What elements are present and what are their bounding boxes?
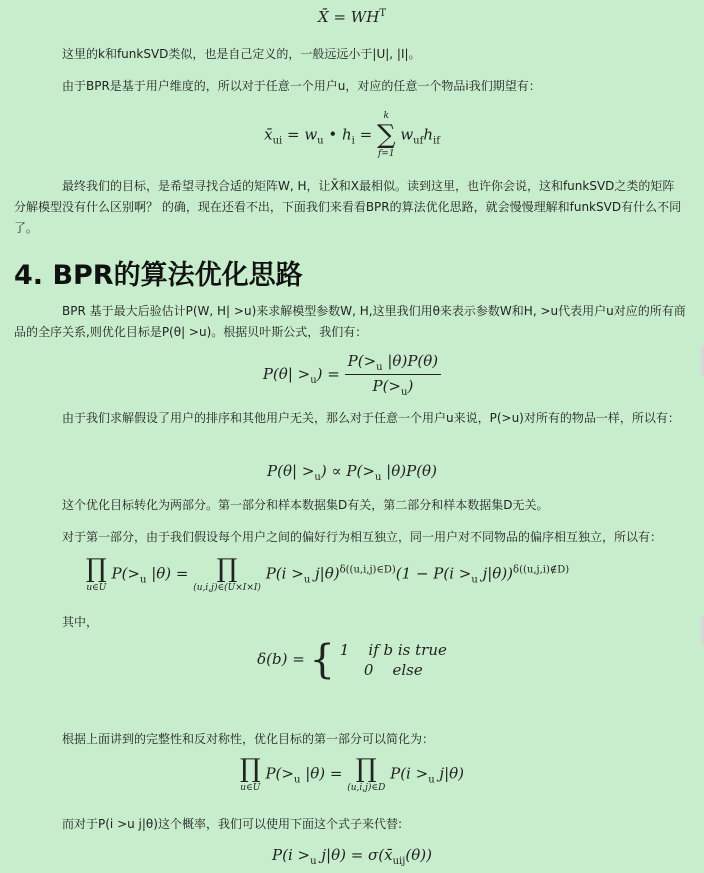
eq-term: • h	[323, 125, 352, 144]
product-operator	[240, 756, 261, 793]
eq-term: j|θ)	[434, 764, 465, 783]
equation-text: X̄ = WH	[318, 8, 380, 26]
paragraph-9: 根据上面讲到的完整性和反对称性，优化目标的第一部分可以简化为：	[62, 732, 435, 746]
eq-term: P(>	[372, 377, 401, 395]
paragraph-5: 由于我们求解假设了用户的排序和其他用户无关，那么对于任意一个用户u来说，P(>u)对所有的物品一样，所以有：	[62, 411, 680, 425]
eq-term: =	[354, 125, 377, 144]
equation-sigma	[0, 846, 704, 867]
eq-term: P(i >	[265, 564, 304, 583]
eq-term: P(θ| >	[262, 365, 311, 383]
equation-sup: T	[379, 8, 386, 19]
product-operator	[347, 756, 385, 793]
product-symbol: ∏	[355, 754, 377, 784]
equation-product-simplified	[0, 756, 704, 793]
eq-term: |θ)P(θ)	[382, 352, 439, 370]
paragraph-2: 由于BPR是基于用户维度的，所以对于任意一个用户u，对应的任意一个物品i我们期望有：	[62, 79, 541, 93]
paragraph-4: BPR 基于最大后验估计P(W, H| >u)来求解模型参数W, H,这里我们用θ来表示参数W和H, >u代表用户u对应的所有商品的全序关系,则优化目标是P(θ| >u)。根据贝叶斯公式，我们有：	[14, 304, 686, 339]
eq-sub: u	[303, 574, 311, 586]
equation-bayes	[0, 352, 704, 398]
eq-sub: i	[351, 135, 355, 147]
product-operator	[193, 556, 261, 593]
equation-delta	[0, 637, 704, 683]
eq-sub: uf	[413, 135, 424, 147]
equation-x-bar	[0, 8, 704, 26]
eq-term: |θ) =	[300, 764, 348, 783]
product-lower: u∈U	[240, 783, 261, 793]
eq-term: ) =	[316, 365, 345, 383]
eq-sub: u	[140, 574, 147, 586]
eq-sub: u	[317, 135, 324, 147]
eq-term: |θ)P(θ)	[381, 462, 437, 480]
eq-sub: u	[401, 387, 408, 398]
paragraph-3: 最终我们的目标，是希望寻找合适的矩阵W, H，让X̄和X最相似。读到这里，也许你会说，这和funkSVD之类的矩阵分解模型没有什么区别啊？ 的确，现在还看不出，下面我们来看看BPR的算法优化思路，就会慢慢理解和funkSVD有什么不同了。	[14, 179, 682, 235]
eq-term: j|θ))	[477, 564, 514, 583]
product-symbol: ∏	[216, 554, 238, 584]
paragraph-7: 对于第一部分，由于我们假设每个用户之间的偏好行为相互独立，同一用户对不同物品的偏序相互独立，所以有：	[62, 530, 663, 544]
paragraph-1: 这里的k和funkSVD类似，也是自己定义的，一般远远小于|U|, |I|。	[62, 47, 421, 61]
brace-symbol: {	[309, 637, 335, 683]
fraction-numerator	[345, 352, 442, 375]
eq-sub: u	[310, 856, 317, 867]
eq-sub: u	[428, 774, 435, 786]
eq-term: |θ) =	[146, 564, 194, 583]
paragraph-10: 而对于P(i >u j|θ)这个概率，我们可以使用下面这个式子来代替:	[62, 817, 402, 831]
eq-sub: u	[471, 574, 478, 586]
paragraph-6: 这个优化目标转化为两部分。第一部分和样本数据集D有关，第二部分和样本数据集D无关。	[62, 498, 549, 512]
eq-term: h	[423, 125, 433, 144]
sum-lower: f=1	[377, 149, 395, 159]
eq-sub: u	[376, 362, 383, 373]
product-lower: (u,i,j)∈D	[347, 783, 386, 793]
sum-symbol: ∑	[376, 120, 396, 150]
eq-sub: u	[310, 375, 317, 386]
eq-term: P(i >	[272, 846, 311, 864]
equation-x-ui	[0, 112, 704, 159]
section-heading: 4. BPR的算法优化思路	[14, 260, 303, 291]
eq-sub: ui	[272, 135, 283, 147]
eq-term: P(i >	[390, 764, 429, 783]
eq-term: δ(b) =	[257, 650, 310, 668]
eq-sub: if	[433, 135, 440, 147]
product-lower: u∈U	[86, 583, 107, 593]
eq-sup: δ((u,j,i)∉D)	[513, 564, 570, 576]
eq-term: P(θ| >	[267, 462, 315, 480]
eq-sub: u	[314, 472, 321, 483]
case-line: 0 else	[363, 661, 423, 679]
product-operator	[86, 556, 107, 593]
sum-upper: k	[383, 111, 389, 121]
product-symbol: ∏	[239, 754, 261, 784]
eq-sub: u	[374, 472, 382, 483]
sum-operator	[377, 112, 396, 159]
eq-term: j|θ)	[310, 564, 340, 583]
eq-term: P(>	[347, 352, 377, 370]
eq-sub: uij	[392, 856, 406, 867]
eq-term: (θ))	[405, 846, 432, 864]
fraction	[345, 352, 442, 398]
eq-sup: δ((u,i,j)∈D)	[339, 564, 396, 576]
product-lower: (u,i,j)∈(U×I×I)	[193, 583, 261, 593]
eq-term: = w	[286, 125, 318, 144]
fraction-denominator	[345, 375, 442, 398]
case-line: 1 if b is true	[339, 641, 447, 659]
product-symbol: ∏	[86, 554, 107, 584]
eq-term: P(>	[265, 764, 294, 783]
eq-term: ) ∝ P(>	[320, 462, 375, 480]
cases-body	[340, 640, 447, 680]
eq-sub: u	[293, 774, 301, 786]
cases-block	[309, 637, 447, 683]
paragraph-8: 其中，	[62, 615, 99, 629]
eq-term: P(>	[111, 564, 140, 583]
eq-term: j|θ) = σ(x̄	[316, 846, 393, 864]
equation-product-full	[86, 556, 686, 593]
eq-term: )	[407, 377, 414, 395]
eq-term: w	[400, 125, 414, 144]
equation-proportional	[0, 462, 704, 483]
eq-term: x̄	[264, 125, 273, 144]
eq-term: (1 − P(i >	[395, 564, 472, 583]
